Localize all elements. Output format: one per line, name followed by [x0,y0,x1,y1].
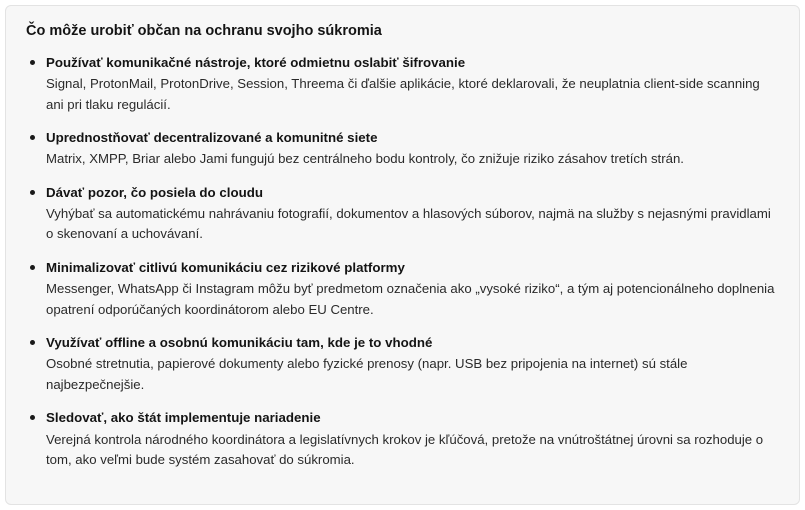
list-item [24,258,781,320]
list-item-body: Verejná kontrola národného koordinátora a legislatívnych krokov je kľúčová, pretože na vnútroštátnej úrovni sa rozhoduje o tom, ako veľmi bude systém zasahovať do súkromia. [46,431,764,467]
list-item-heading: Uprednostňovať decentralizované a komunitné siete [46,130,378,146]
list-item [24,53,781,115]
list-item [24,333,781,395]
list-item-body: Messenger, WhatsApp či Instagram môžu byť predmetom označenia ako „vysoké riziko“, a tým aj potencionálneho doplnenia opatrení odporúčaných koordinátorom alebo EU Centre. [46,281,775,317]
page-title: Čo môže urobiť občan na ochranu svojho súkromia [26,23,382,39]
list-item-body: Matrix, XMPP, Briar alebo Jami fungujú bez centrálneho bodu kontroly, čo znižuje riziko zásahov tretích strán. [46,151,684,167]
list-item [24,183,781,245]
list-item [24,408,781,470]
list-item-heading: Minimalizovať citlivú komunikáciu cez rizikové platformy [46,259,405,275]
list-item-body: Signal, ProtonMail, ProtonDrive, Session, Threema či ďalšie aplikácie, ktoré deklarovali, že neuplatnia client-side scanning ani pri tlaku regulácií. [46,76,760,112]
list-item-heading: Používať komunikačné nástroje, ktoré odmietnu oslabiť šifrovanie [46,54,466,70]
list-item-heading: Dávať pozor, čo posiela do cloudu [46,184,263,200]
list-item-body: Osobné stretnutia, papierové dokumenty alebo fyzické prenosy (napr. USB bez pripojenia na internet) sú stále najbezpečnejšie. [46,356,688,392]
list-item-heading: Využívať offline a osobnú komunikáciu tam, kde je to vhodné [46,335,433,351]
recommendation-list [24,53,781,471]
list-item [24,128,781,170]
list-item-heading: Sledovať, ako štát implementuje nariadenie [46,410,321,426]
list-item-body: Vyhýbať sa automatickému nahrávaniu fotografií, dokumentov a hlasových súborov, najmä na služby s nejasnými pravidlami o skenovaní a uchovávaní. [46,206,771,242]
content-card [5,5,800,505]
